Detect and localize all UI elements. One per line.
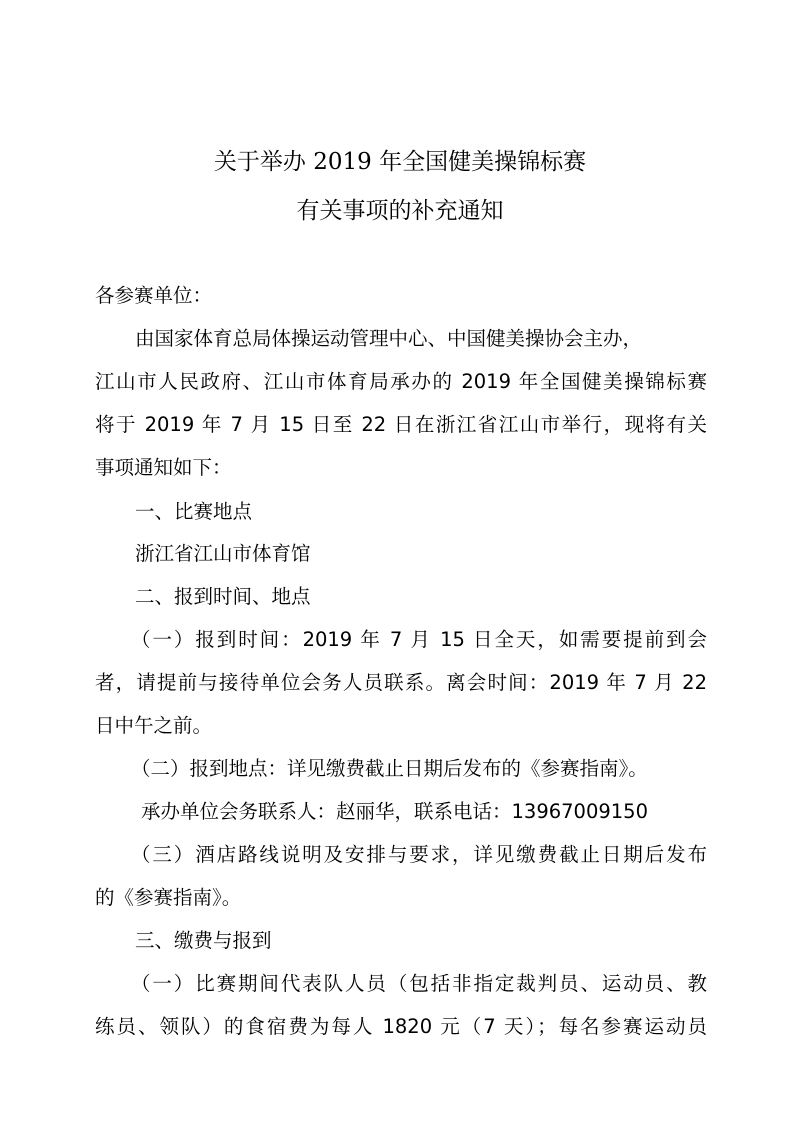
body-line: （一）比赛期间代表队人员（包括非指定裁判员、运动员、教 (131, 972, 707, 995)
body-line: 浙江省江山市体育馆 (135, 542, 311, 565)
body-line: 承办单位会务联系人：赵丽华，联系电话：13967009150 (141, 800, 648, 823)
section-heading: 二、报到时间、地点 (135, 585, 311, 608)
salutation: 各参赛单位： (95, 284, 213, 307)
body-line: 者，请提前与接待单位会务人员联系。离会时间：2019 年 7 月 22 (95, 671, 707, 694)
body-line: 日中午之前。 (95, 714, 213, 737)
body-line: 将于 2019 年 7 月 15 日至 22 日在浙江省江山市举行，现将有关 (95, 413, 707, 436)
body-line: 事项通知如下： (95, 456, 232, 479)
body-line: 江山市人民政府、江山市体育局承办的 2019 年全国健美操锦标赛 (95, 370, 707, 393)
section-heading: 三、缴费与报到 (135, 929, 272, 952)
body-line: （一）报到时间：2019 年 7 月 15 日全天，如需要提前到会 (131, 628, 707, 651)
document-title-line-1: 关于举办 2019 年全国健美操锦标赛 (213, 149, 587, 175)
body-line: （二）报到地点：详见缴费截止日期后发布的《参赛指南》。 (131, 757, 648, 780)
document-title-line-2: 有关事项的补充通知 (296, 198, 504, 224)
section-heading: 一、比赛地点 (135, 500, 253, 523)
body-line: 的《参赛指南》。 (95, 886, 242, 909)
body-line: （三）酒店路线说明及安排与要求，详见缴费截止日期后发布 (131, 843, 707, 866)
body-line: 练员、领队）的食宿费为每人 1820 元（7 天）；每名参赛运动员 (95, 1015, 707, 1038)
body-line: 由国家体育总局体操运动管理中心、中国健美操协会主办， (135, 327, 643, 350)
